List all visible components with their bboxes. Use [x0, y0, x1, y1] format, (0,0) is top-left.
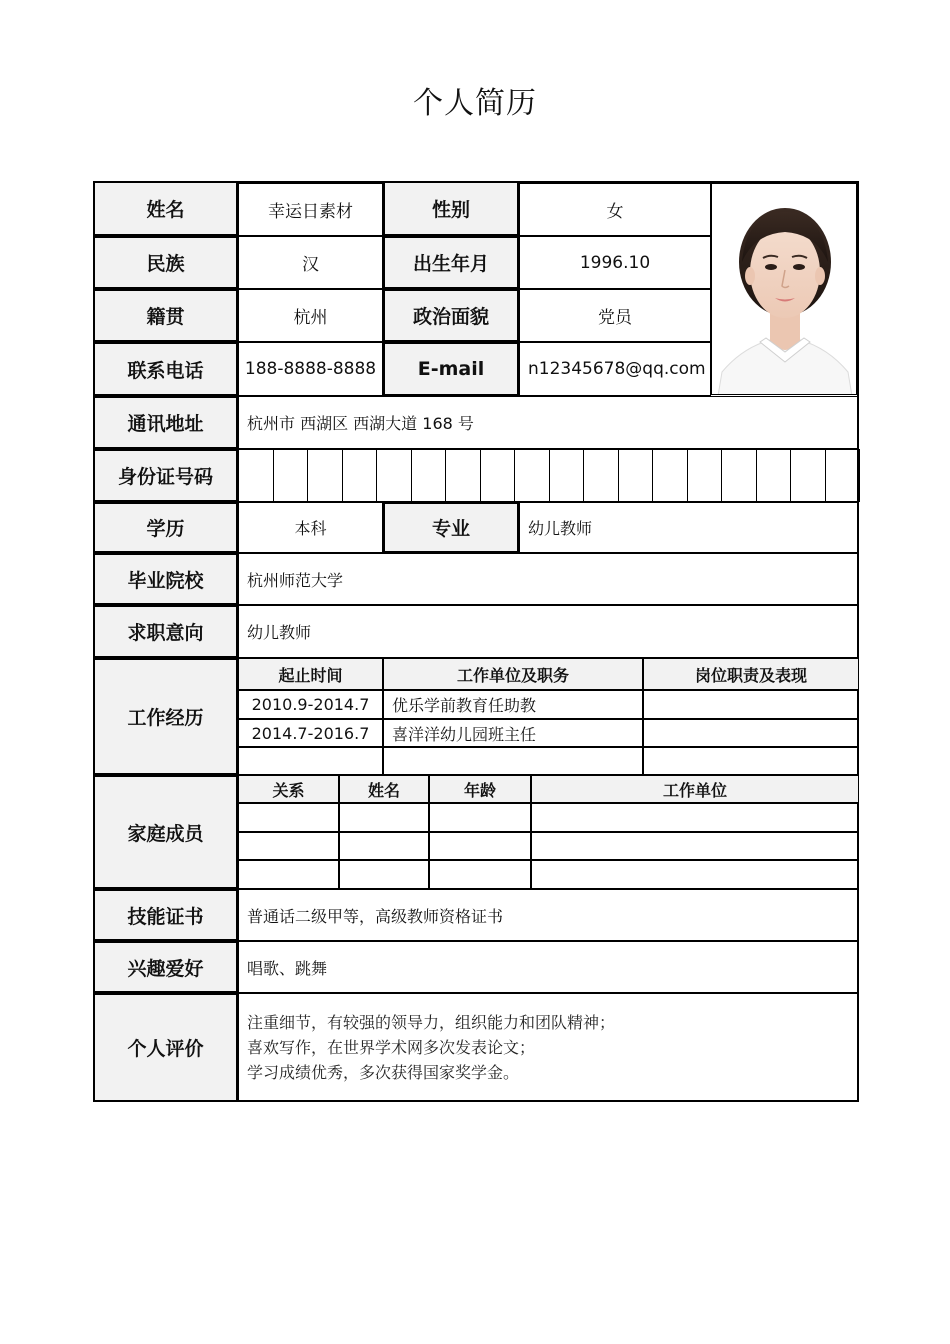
work-row-3-period — [238, 747, 383, 775]
id-digit-box — [721, 449, 757, 502]
id-label: 身份证号码 — [93, 449, 238, 502]
ethnicity-label: 民族 — [93, 236, 238, 289]
id-digit-box — [376, 449, 412, 502]
family-header-relation: 关系 — [238, 775, 339, 803]
name-label: 姓名 — [93, 181, 238, 236]
address-value: 杭州市 西湖区 西湖大道 168 号 — [238, 396, 859, 449]
work-row-2-period: 2014.7-2016.7 — [238, 719, 383, 747]
family-header-age: 年龄 — [429, 775, 531, 803]
family-label: 家庭成员 — [93, 775, 238, 889]
id-digit-box — [307, 449, 343, 502]
gender-label: 性别 — [383, 181, 519, 236]
id-digit-box — [549, 449, 585, 502]
email-label: E-mail — [383, 342, 519, 396]
family-row-cell — [531, 860, 859, 889]
address-label: 通讯地址 — [93, 396, 238, 449]
profile-photo — [711, 183, 857, 395]
work-row-2-duties — [643, 719, 859, 747]
id-digit-box — [411, 449, 447, 502]
politics-value: 党员 — [519, 289, 711, 342]
family-row-cell — [429, 832, 531, 860]
email-value: n12345678@qq.com — [519, 342, 711, 396]
id-digit-box — [238, 449, 274, 502]
work-row-3-duties — [643, 747, 859, 775]
id-digit-box — [514, 449, 550, 502]
work-row-1-duties — [643, 690, 859, 719]
id-digit-box — [756, 449, 792, 502]
work-header-duties: 岗位职责及表现 — [643, 658, 859, 690]
evaluation-line-2: 喜欢写作，在世界学术网多次发表论文； — [247, 1038, 536, 1057]
page-title: 个人简历 — [413, 86, 537, 121]
work-header-employer: 工作单位及职务 — [383, 658, 643, 690]
family-header-name: 姓名 — [339, 775, 429, 803]
work-header-period: 起止时间 — [238, 658, 383, 690]
gender-value: 女 — [519, 183, 711, 236]
family-row-cell — [531, 832, 859, 860]
intent-label: 求职意向 — [93, 605, 238, 658]
work-row-1-employer: 优乐学前教育任助教 — [383, 690, 643, 719]
major-label: 专业 — [383, 502, 519, 553]
id-digit-box — [342, 449, 378, 502]
origin-label: 籍贯 — [93, 289, 238, 342]
id-digit-box — [480, 449, 516, 502]
evaluation-line-1: 注重细节，有较强的领导力，组织能力和团队精神； — [247, 1013, 616, 1032]
degree-value: 本科 — [238, 502, 383, 553]
id-digit-box — [618, 449, 654, 502]
birth-label: 出生年月 — [383, 236, 519, 289]
evaluation-label: 个人评价 — [93, 993, 238, 1102]
family-row-cell — [339, 860, 429, 889]
id-digit-box — [790, 449, 826, 502]
politics-label: 政治面貌 — [383, 289, 519, 342]
work-row-1-period: 2010.9-2014.7 — [238, 690, 383, 719]
ethnicity-value: 汉 — [238, 236, 383, 289]
birth-value: 1996.10 — [519, 236, 711, 289]
work-label: 工作经历 — [93, 658, 238, 775]
portrait-image — [712, 184, 857, 395]
work-row-3-employer — [383, 747, 643, 775]
evaluation-text — [238, 993, 859, 1102]
id-digit-box — [687, 449, 723, 502]
family-row-cell — [339, 832, 429, 860]
phone-label: 联系电话 — [93, 342, 238, 396]
id-digit-box — [583, 449, 619, 502]
hobbies-label: 兴趣爱好 — [93, 941, 238, 993]
origin-value: 杭州 — [238, 289, 383, 342]
school-value: 杭州师范大学 — [238, 553, 859, 605]
family-row-cell — [238, 803, 339, 832]
family-row-cell — [429, 860, 531, 889]
skills-label: 技能证书 — [93, 889, 238, 941]
id-digit-box — [273, 449, 309, 502]
name-value: 幸运日素材 — [238, 183, 383, 236]
family-row-cell — [429, 803, 531, 832]
family-row-cell — [531, 803, 859, 832]
family-row-cell — [339, 803, 429, 832]
id-digit-box — [825, 449, 861, 502]
skills-value: 普通话二级甲等，高级教师资格证书 — [238, 889, 859, 941]
hobbies-value: 唱歌、跳舞 — [238, 941, 859, 993]
id-digit-box — [652, 449, 688, 502]
phone-value: 188-8888-8888 — [238, 342, 383, 396]
family-row-cell — [238, 832, 339, 860]
family-header-employer: 工作单位 — [531, 775, 859, 803]
degree-label: 学历 — [93, 502, 238, 553]
evaluation-line-3: 学习成绩优秀，多次获得国家奖学金。 — [247, 1063, 520, 1082]
school-label: 毕业院校 — [93, 553, 238, 605]
work-row-2-employer: 喜洋洋幼儿园班主任 — [383, 719, 643, 747]
intent-value: 幼儿教师 — [238, 605, 859, 658]
major-value: 幼儿教师 — [519, 502, 859, 553]
id-digit-box — [445, 449, 481, 502]
family-row-cell — [238, 860, 339, 889]
